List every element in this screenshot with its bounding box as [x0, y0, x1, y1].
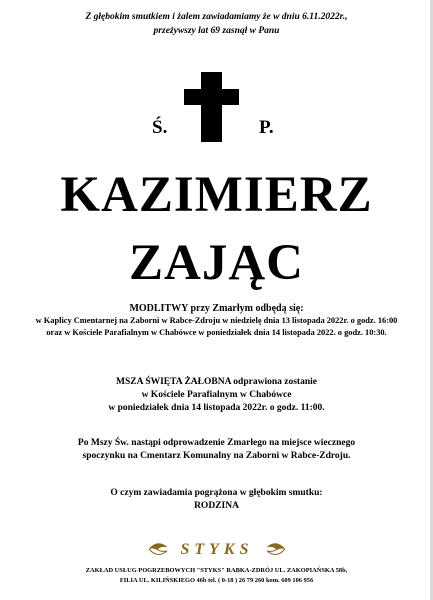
- prayers-heading: MODLITWY przy Zmarłym odbędą się:: [129, 303, 304, 314]
- mass-section: [0, 376, 433, 415]
- styks-logo-icon: [147, 538, 287, 560]
- mass-line-1: MSZA ŚWIĘTA ŻAŁOBNA odprawiona zostanie: [116, 377, 317, 387]
- closing-section: [0, 487, 433, 513]
- burial-line-1: Po Mszy Św. nastąpi odprowadzenie Zmarłego na miejsce wiecznego: [77, 438, 356, 448]
- footer-line-1: ZAKŁAD USŁUG POGRZEBOWYCH "STYKS" RABKA-ZDRÓJ UL. ZAKOPIAŃSKA 58b,: [85, 567, 348, 574]
- deceased-last-name: ZAJĄC: [128, 235, 304, 291]
- deceased-first-name: KAZIMIERZ: [60, 167, 373, 223]
- styks-logo-text: STYKS: [179, 541, 254, 558]
- mass-line-2: w Kościele Parafialnym w Chabówce: [141, 390, 292, 400]
- honorific-left: Ś.: [152, 117, 168, 138]
- honorific-right: P.: [259, 117, 274, 138]
- footer: [0, 566, 433, 586]
- closing-line-2: RODZINA: [194, 501, 239, 511]
- cross-icon: [184, 72, 239, 142]
- cross-row: [0, 72, 433, 148]
- intro-line-2: przeżywszy lat 69 zasnął w Panu: [153, 26, 280, 36]
- intro-line-1: Z głębokim smutkiem i żalem zawiadamiamy że w dniu 6.11.2022r.,: [85, 12, 348, 22]
- intro-text: [0, 10, 433, 38]
- footer-line-2: FILIA UL. KILIŃSKIEGO 46b tel. ( 0-18 ) 26 79 260 kom. 609 106 956: [119, 577, 314, 584]
- mass-line-3: w poniedziałek dnia 14 listopada 2022r. o godz. 11:00.: [108, 403, 325, 413]
- styks-logo: [0, 538, 433, 560]
- prayers-section: [0, 302, 433, 339]
- burial-section: [0, 437, 433, 463]
- prayers-line-2: oraz w Kościele Parafialnym w Chabówce w poniedziałek dnia 14 listopada 2022. o godz. 10:30.: [46, 328, 387, 337]
- burial-line-2: spoczynku na Cmentarz Komunalny na Zaborni w Rabce-Zdroju.: [82, 451, 351, 461]
- prayers-line-1: w Kaplicy Cmentarnej na Zaborni w Rabce-Zdroju w niedzielę dnia 13 listopada 2022r. o godz. 16:00: [35, 316, 398, 325]
- closing-line-1: O czym zawiadamia pogrążona w głębokim smutku:: [110, 488, 323, 498]
